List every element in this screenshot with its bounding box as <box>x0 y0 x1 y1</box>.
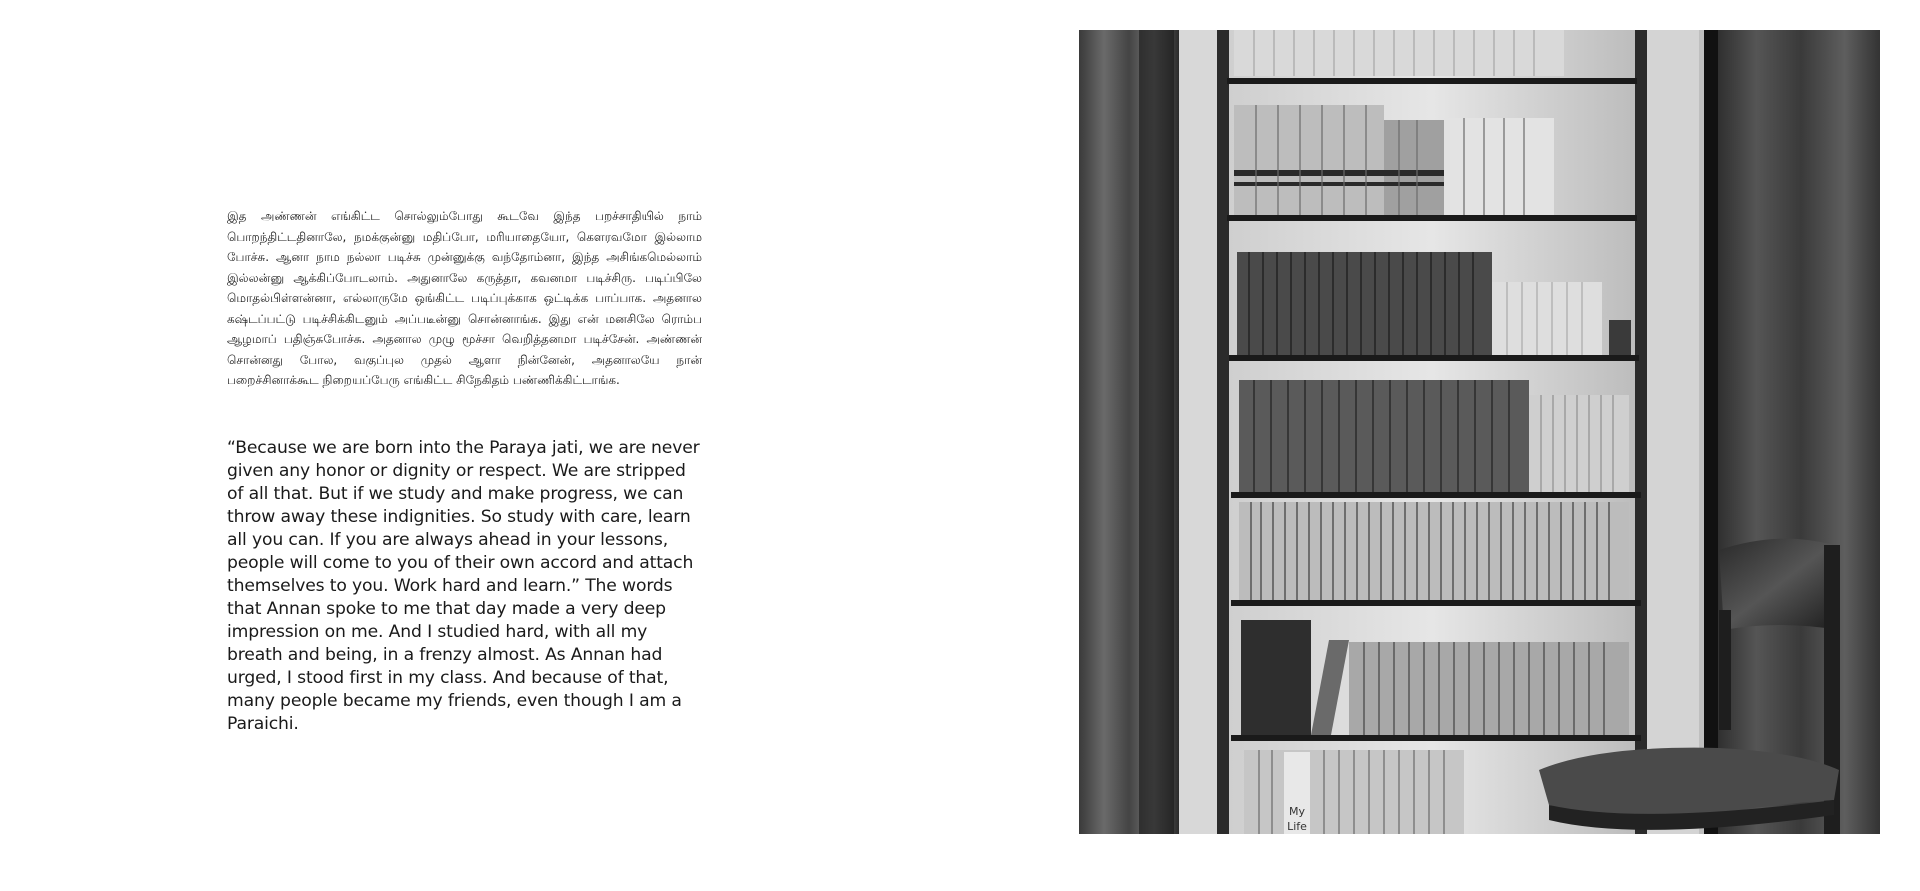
book-spine-text-2: Life <box>1287 820 1307 833</box>
bookshelf-photo-illustration <box>1079 30 1880 834</box>
tamil-paragraph: இத அண்ணன் எங்கிட்ட சொல்லும்போது கூடவே இந்த பறச்சாதியில் நாம் பொறந்திட்டதினாலே, நமக்குன்னு மதிப்போ, மரியாதையோ, கௌரவமோ இல்லாம போச்சு. ஆனா நாம நல்லா படிச்சு முன்னுக்கு வந்தோம்னா, இந்த அசிங்கமெல்லாம் இல்லன்னு ஆக்கிப்போடலாம். அதுனாலே கருத்தா, கவனமா படிச்சிரு. படிப்பிலே மொதல்பிள்ளன்னா, எல்லாருமே ஒங்கிட்ட படிப்புக்காக ஒட்டிக்க பாப்பாக. அதனால கஷ்டப்பட்டு படிச்சிக்கிடனும் அப்படீன்னு சொன்னாங்க. இது என் மனசிலே ரொம்ப ஆழமாப் பதிஞ்சுபோச்சு. அதனால முழு மூச்சா வெறித்தனமா படிச்சேன். அண்ணன் சொன்னது போல, வகுப்புல முதல் ஆளா நின்னேன், அதனாலயே நான் பறைச்சினாக்கூட நிறையப்பேரு எங்கிட்ட சிநேகிதம் பண்ணிக்கிட்டாங்க. <box>227 209 702 387</box>
books-row-2 <box>1234 105 1554 215</box>
books-row-4 <box>1239 380 1629 492</box>
book-spine-text-1: My <box>1288 805 1306 818</box>
books-row-7 <box>1244 750 1464 834</box>
bookshelf-photo <box>1079 30 1880 834</box>
books-row-1 <box>1234 30 1564 76</box>
english-paragraph: “Because we are born into the Paraya jati, we are never given any honor or dignity or respect. We are stripped of all that. But if we study and make progress, we can throw away these indignities. So study with care, learn all you can. If you are always ahead in your lessons, people will come to you of their own accord and attach themselves to you. Work hard and learn.” The words that Annan spoke to me that day made a very deep impression on me. And I studied hard, with all my breath and being, in a frenzy almost. As Annan had urged, I stood first in my class. And because of that, many people became my friends, even though I am a Paraichi. <box>227 438 700 734</box>
books-row-5 <box>1239 502 1629 600</box>
wall-strip-right <box>1644 30 1699 834</box>
